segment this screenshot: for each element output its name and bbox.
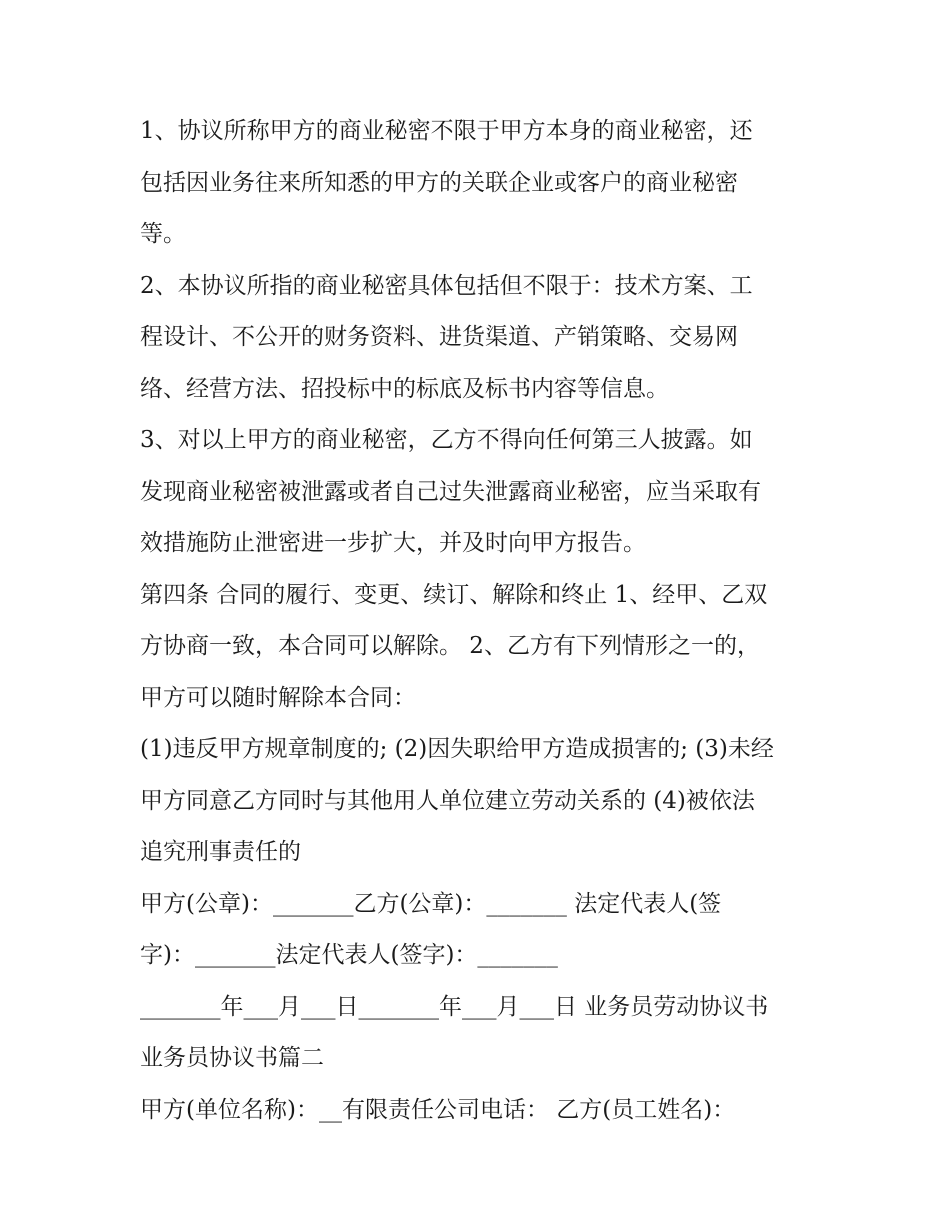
text-line: (1)违反甲方规章制度的; (2)因失职给甲方造成损害的; (3)未经 — [140, 736, 774, 762]
text-line: 程设计、不公开的财务资料、进货渠道、产销策略、交易网 — [140, 324, 738, 350]
signature-line: 甲方(公章)：_______乙方(公章)：_______ 法定代表人(签 — [140, 890, 722, 917]
text-line: 包括因业务往来所知悉的甲方的关联企业或客户的商业秘密 — [140, 169, 738, 196]
text-line: 发现商业秘密被泄露或者自己过失泄露商业秘密，应当采取有 — [140, 478, 761, 505]
signature-line: 字)：_______法定代表人(签字)：_______ — [140, 942, 558, 968]
document-body — [140, 106, 830, 1136]
section-heading-line: 第四条 合同的履行、变更、续订、解除和终止 1、经甲、乙双 — [140, 581, 768, 608]
text-line: 3、对以上甲方的商业秘密，乙方不得向任何第三人披露。如 — [140, 427, 753, 453]
party-info-line: 甲方(单位名称)：__有限责任公司电话： 乙方(员工姓名)： — [140, 1096, 736, 1123]
text-line: 追究刑事责任的 — [140, 839, 301, 865]
text-line: 效措施防止泄密进一步扩大，并及时向甲方报告。 — [140, 530, 646, 556]
text-line: 等。 — [140, 221, 186, 247]
text-line: 1、协议所称甲方的商业秘密不限于甲方本身的商业秘密，还 — [140, 118, 753, 144]
date-line: _______年___月___日_______年___月___日 业务员劳动协议书 — [140, 993, 769, 1020]
text-line: 甲方可以随时解除本合同： — [140, 684, 416, 711]
text-line: 方协商一致，本合同可以解除。 2、乙方有下列情形之一的， — [140, 633, 760, 659]
text-line: 甲方同意乙方同时与其他用人单位建立劳动关系的 (4)被依法 — [140, 787, 755, 814]
text-line: 2、本协议所指的商业秘密具体包括但不限于：技术方案、工 — [140, 272, 753, 299]
document-subtitle: 业务员协议书篇二 — [140, 1045, 324, 1071]
text-line: 络、经营方法、招投标中的标底及标书内容等信息。 — [140, 375, 669, 402]
